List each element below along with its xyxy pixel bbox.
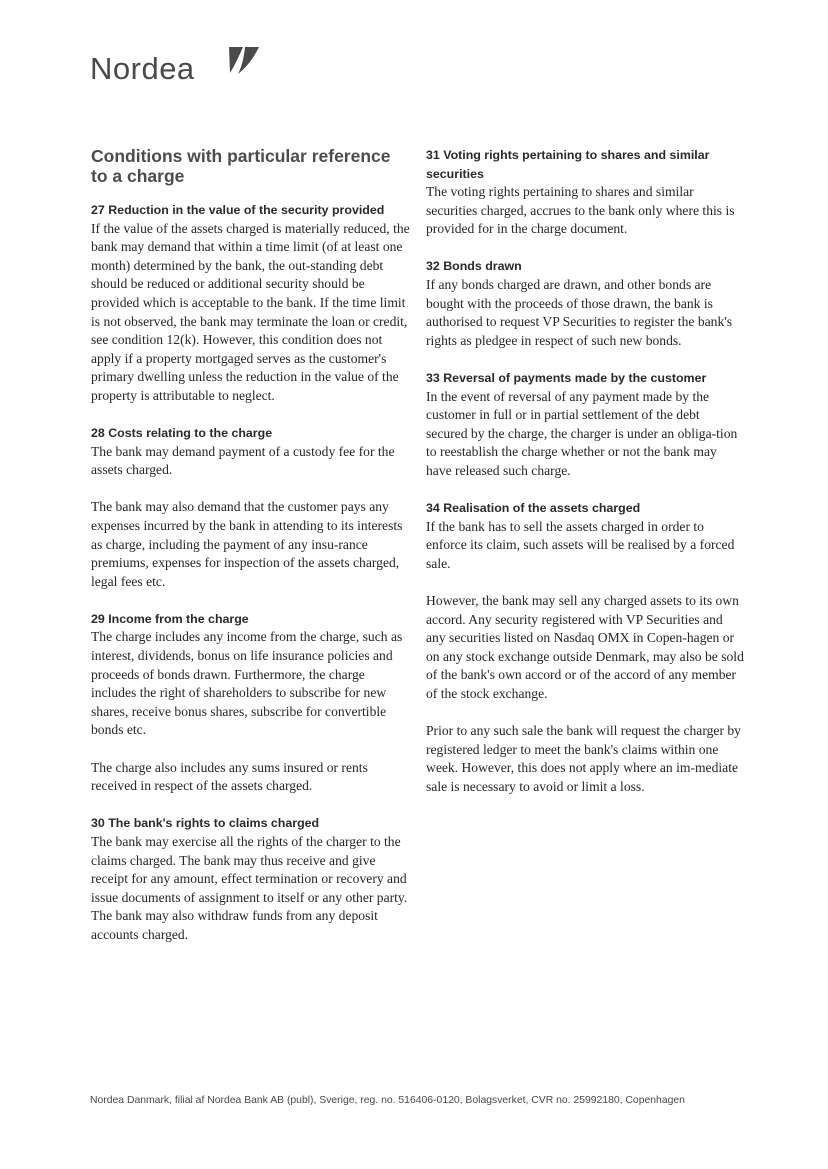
section-paragraph: The bank may exercise all the rights of the charger to the claims charged. The bank may thus receive and give receipt for any amount, effect termination or recovery and issue documents of assignment to itself or any other party. The bank may also withdraw funds from any deposit accounts charged. xyxy=(91,833,408,942)
section-29 xyxy=(91,610,411,796)
section-paragraph: The charge includes any income from the charge, such as interest, dividends, bonus on life insurance policies and proceeds of bonds drawn. Furthermore, the charge includes the right of shareholders to subscribe for new shares, receive bonus shares, subscribe for convertible bonds etc. xyxy=(91,629,403,738)
section-paragraph: In the event of reversal of any payment made by the customer in full or in partial settlement of the debt secured by the charge, the charger is under an obliga-tion to reestablish the charge whether or not the bank may have released such charge. xyxy=(426,388,738,478)
section-heading: 29 Income from the charge xyxy=(91,611,249,626)
section-heading: 30 The bank's rights to claims charged xyxy=(91,816,320,831)
section-31 xyxy=(426,146,744,239)
section-paragraph: The charge also includes any sums insured or rents received in respect of the assets charged. xyxy=(91,759,368,794)
section-heading: 33 Reversal of payments made by the customer xyxy=(426,370,707,385)
nordea-logo xyxy=(90,44,270,88)
section-heading: 28 Costs relating to the charge xyxy=(91,426,273,441)
section-30 xyxy=(91,814,411,944)
section-title: Conditions with particular reference to a charge xyxy=(91,146,391,186)
section-32 xyxy=(426,257,744,350)
section-34 xyxy=(426,499,744,797)
section-paragraph: The voting rights pertaining to shares and similar securities charged, accrues to the bank only where this is provided for in the charge document. xyxy=(426,184,735,237)
section-paragraph: If the bank has to sell the assets charged in order to enforce its claim, such assets will be realised by a forced sale. xyxy=(426,518,735,571)
section-heading: 32 Bonds drawn xyxy=(426,259,522,274)
section-27 xyxy=(91,201,411,406)
page-footer: Nordea Danmark, filial af Nordea Bank AB (publ), Sverige, reg. no. 516406-0120, Bolagsverket, CVR no. 25992180, Copenhagen xyxy=(90,1095,685,1106)
right-column xyxy=(426,146,744,815)
section-heading: 27 Reduction in the value of the security provided xyxy=(91,203,385,217)
section-paragraph: The bank may also demand that the customer pays any expenses incurred by the bank in attending to its interests as charge, including the payment of any insu-rance premiums, expenses for inspection of the assets charged, legal fees etc. xyxy=(91,499,403,589)
section-33 xyxy=(426,369,744,481)
logo-wordmark: Nordea xyxy=(90,51,195,86)
left-column xyxy=(91,146,411,963)
section-paragraph: Prior to any such sale the bank will request the charger by registered ledger to meet the bank's claims within one week. However, this does not apply where an im-mediate sale is necessary to avoid or limit a loss. xyxy=(426,723,741,794)
section-paragraph: However, the bank may sell any charged assets to its own accord. Any security registered with VP Securities and any securities listed on Nasdaq OMX in Copen-hagen or on any stock exchange outside Denmark, may also be sold of the bank's own accord or of the accord of any member of the stock exchange. xyxy=(426,592,744,701)
section-heading: 31 Voting rights pertaining to shares and similar securities xyxy=(426,148,710,181)
nordea-sail-icon xyxy=(226,44,260,78)
section-paragraph: If any bonds charged are drawn, and other bonds are bought with the proceeds of those drawn, the bank is authorised to request VP Securities to register the bank's rights as pledgee in respect of such new bonds. xyxy=(426,277,732,348)
section-heading: 34 Realisation of the assets charged xyxy=(426,501,641,515)
section-paragraph: If the value of the assets charged is materially reduced, the bank may demand that within a time limit (of at least one month) determined by the bank, the out-standing debt should be reduced or additional security should be provided which is acceptable to the bank. If the time limit is not observed, the bank may terminate the loan or credit, see condition 12(k). However, this condition does not apply if a property mortgaged serves as the customer's primary dwelling unless the reduction in the value of the property is attributable to neglect. xyxy=(91,220,410,403)
section-28 xyxy=(91,424,411,591)
section-paragraph: The bank may demand payment of a custody fee for the assets charged. xyxy=(91,443,395,478)
